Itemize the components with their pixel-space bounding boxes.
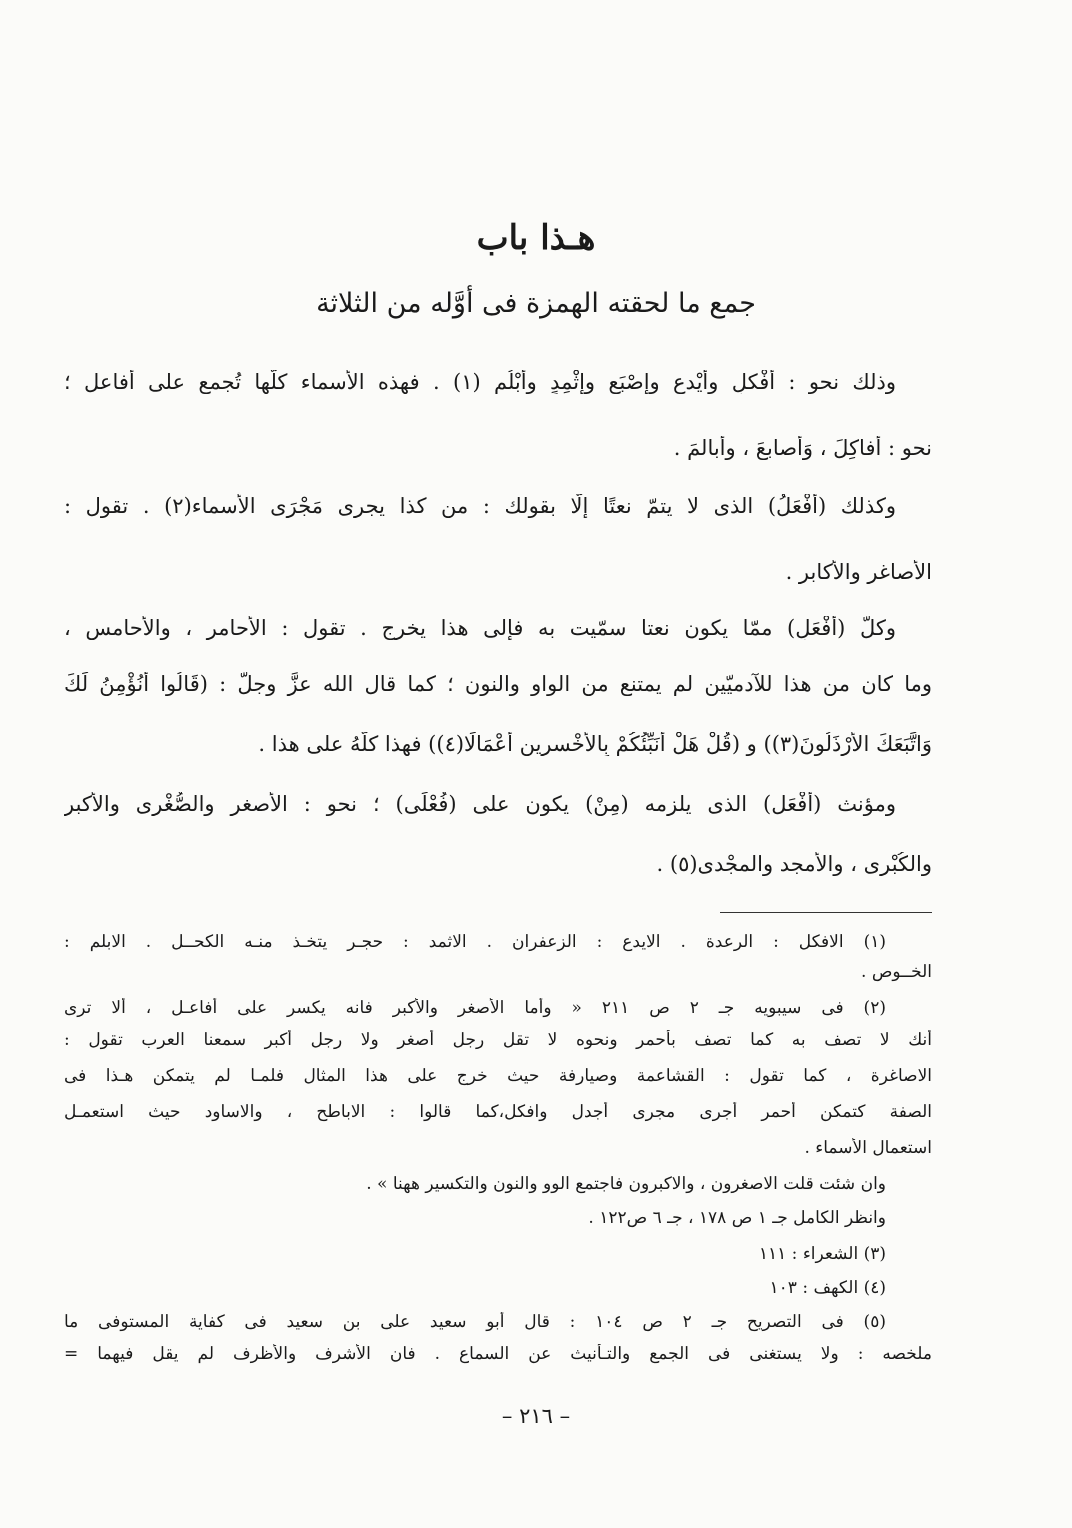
footnote-line: (٣) الشعراء : ١١١: [758, 1244, 886, 1264]
body-line: الأَصاغر والأَكابر .: [785, 560, 932, 584]
body-line: ومؤنث (أَفْعَل) الذى يلزمه (مِنْ) يكون على (فُعْلَى) ؛ نحو : الأَصغر والصُّغْرى والأَكبر: [64, 792, 896, 816]
footnote-line: وان شئت قلت الاصغرون ، والاكبرون فاجتمع الوو والنون والتكسير ههنا » .: [366, 1174, 886, 1194]
chapter-title: هـذا باب: [476, 218, 596, 258]
body-line: وكلُّ (أَفْعَلٍ) ممّا يكون نعتا سمّيت به فإلى هذا يخرج . تقول : الأَحامر ، والأَحامس ،: [64, 616, 896, 640]
body-line: وذلك نحو : أَفْكلٍ وأَيْدعٍ وإِصْبَعٍ وإِثْمِدٍ وأُبْلُمٍ (١) . فهذه الأَسماء كلُّها تُجمع على أفاعل ؛: [64, 370, 896, 394]
footnote-line: الخــوص .: [861, 962, 932, 982]
footnote-line: (١) الافكل : الرعدة . الايدع : الزعفران . الاثمد : حجـر يتخـذ منـه الكحــل . الابلم :: [64, 932, 886, 952]
footnote-line: أنك لا تصف به كما تصف بأحمر ونحوه لا تقل رجل أصغر ولا رجل أكبر سمعنا العرب تقول :: [64, 1030, 932, 1050]
body-line: وما كان من هذا للآدميّين لم يمتنع من الواو والنون ؛ كما قال الله عزَّ وجلَّ : (قَالُوا أَنُؤْمِنُ لَكَ: [64, 672, 932, 696]
body-line: وَاتَّبَعَكَ الأَرْذَلُونَ(٣)) و (قُلْ هَلْ أُنَبِّئُكُمْ بِالأَخْسرِين أَعْمَالًا(٤)) فهذا كلُّهُ على هذا .: [258, 732, 932, 756]
footnote-line: الصفة كتمكن أحمر أجرى مجرى أجدل وافكل،كما قالوا : الاباطح ، والاساود حيث استعمـل: [64, 1102, 932, 1122]
footnote-line: وانظر الكامل جـ ١ ص ١٧٨ ، جـ ٦ ص١٢٢ .: [588, 1208, 886, 1228]
body-line: والكُبْرى ، والأَمجد والمجْدى(٥) .: [656, 852, 932, 876]
footnote-line: الاصاغرة ، كما تقول : القشاعمة وصيارفة حيث خرج على هذا المثال فلمـا لم يتمكن هـذا فى: [64, 1066, 932, 1086]
body-line: نحو : أفاكِلَ ، وَأَصابعَ ، وأبالمَ .: [673, 436, 932, 460]
footnote-line: (٥) فى التصريح جـ ٢ ص ١٠٤ : قال أبو سعيد على بن سعيد فى كفاية المستوفى ما: [64, 1312, 886, 1332]
footnote-line: (٢) فى سيبويه جـ ٢ ص ٢١١ « وأما الأصغر والأكبر فانه يكسر على أفاعـل ، ألا ترى: [64, 998, 886, 1018]
footnote-line: (٤) الكهف : ١٠٣: [769, 1278, 886, 1298]
body-line: وكذلك (أَفْعَلُ) الذى لا يتمّ نعتًا إِلَّا بقولك : من كذا يجرى مَجْرَى الأَسماء(٢) . تقول :: [64, 494, 896, 518]
chapter-subtitle: جمع ما لحقته الهمزة فى أوَّله من الثلاثة: [316, 288, 756, 319]
footnote-divider: [720, 912, 932, 913]
footnote-line: ملخصه : ولا يستغنى فى الجمع والتـأنيث عن السماع . فان الأشرف والأظرف لم يقل فيهما =: [64, 1344, 932, 1364]
footnote-line: استعمال الأسماء .: [804, 1138, 932, 1158]
page-number: – ٢١٦ –: [501, 1404, 571, 1428]
